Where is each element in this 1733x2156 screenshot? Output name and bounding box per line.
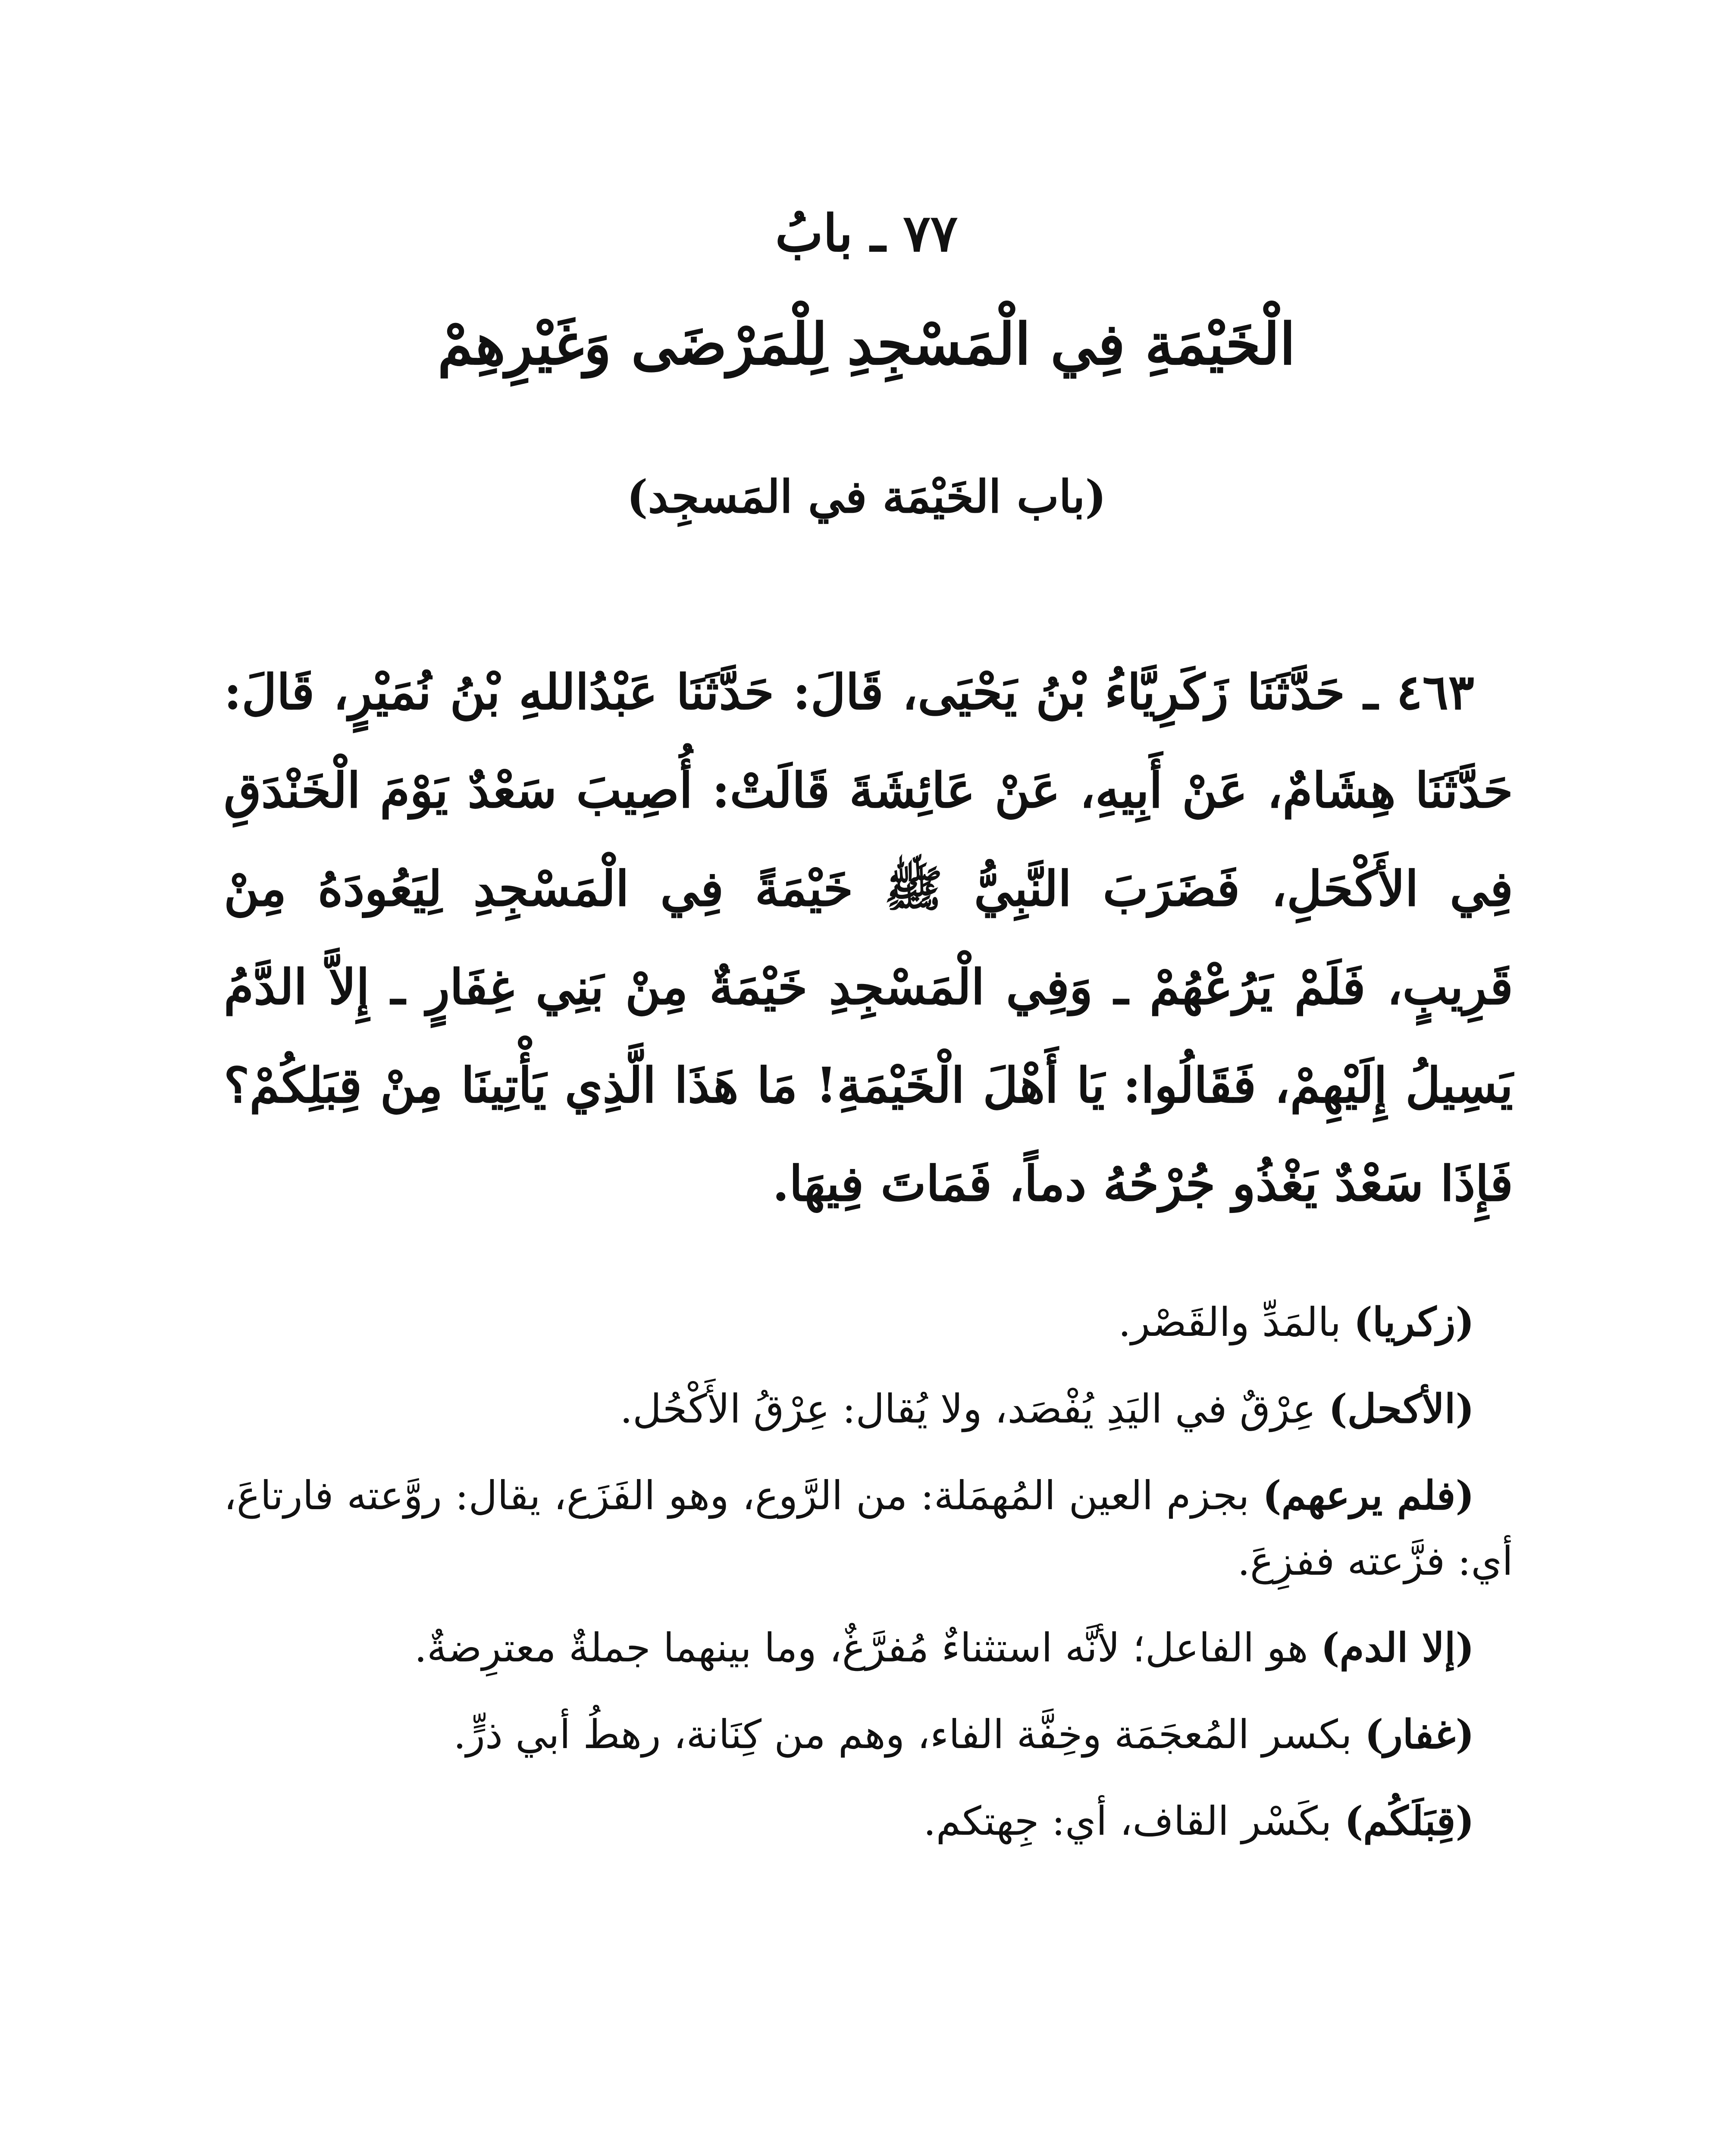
- note-text: هو الفاعل؛ لأنَّه استثناءٌ مُفرَّغٌ، وما بينهما جملةٌ معترِضةٌ.: [414, 1625, 1321, 1671]
- note-text: بجزم العين المُهمَلة: من الرَّوع، وهو الفَزَع، يقال: روَّعته فارتاعَ، أي: فزَّعته ففزِعَ.: [224, 1473, 1513, 1584]
- note-item: [224, 1376, 1513, 1442]
- note-text: بالمَدِّ والقَصْر.: [1118, 1299, 1354, 1345]
- chapter-number: ٧٧ ـ بابُ: [775, 203, 958, 263]
- note-item: [224, 1615, 1513, 1681]
- note-term: (زكريا): [1354, 1299, 1474, 1345]
- note-term: (غفار): [1364, 1711, 1474, 1758]
- chapter-title: الْخَيْمَةِ فِي الْمَسْجِدِ لِلْمَرْضَى وَغَيْرِهِمْ: [437, 311, 1296, 378]
- note-term: (إلا الدم): [1321, 1624, 1474, 1671]
- note-term: (الأكحل): [1329, 1385, 1474, 1432]
- explanatory-notes: [224, 1289, 1513, 1875]
- note-item: [224, 1463, 1513, 1594]
- note-text: بكَسْر القاف، أي: جِهتكم.: [923, 1798, 1344, 1844]
- note-item: [224, 1289, 1513, 1355]
- note-text: بكسر المُعجَمَة وخِفَّة الفاء، وهم من كِنَانة، رهطُ أبي ذرٍّ.: [453, 1711, 1365, 1758]
- hadith-text: ٤٦٣ ـ حَدَّثَنَا زَكَرِيَّاءُ بْنُ يَحْيَى، قَالَ: حَدَّثَنَا عَبْدُاللهِ بْنُ نُمَيْرٍ، قَالَ: حَدَّثَنَا هِشَامٌ، عَنْ أَبِيهِ، عَنْ عَائِشَةَ قَالَتْ: أُصِيبَ سَعْدٌ يَوْمَ الْخَنْدَقِ فِي الأَكْحَلِ، فَضَرَبَ النَّبِيُّ ﷺ خَيْمَةً فِي الْمَسْجِدِ لِيَعُودَهُ مِنْ قَرِيبٍ، فَلَمْ يَرُعْهُمْ ـ وَفِي الْمَسْجِدِ خَيْمَةٌ مِنْ بَنِي غِفَارٍ ـ إِلاَّ الدَّمُ يَسِيلُ إِلَيْهِمْ، فَقَالُوا: يَا أَهْلَ الْخَيْمَةِ! مَا هَذَا الَّذِي يَأْتِينَا مِنْ قِبَلِكُمْ؟ فَإِذَا سَعْدٌ يَغْذُو جُرْحُهُ دماً، فَمَاتَ فِيهَا.: [224, 664, 1514, 1212]
- chapter-subtitle: (باب الخَيْمَة في المَسجِد): [627, 470, 1106, 523]
- note-item: [224, 1702, 1513, 1767]
- note-term: (قِبَلَكُم): [1344, 1798, 1474, 1844]
- note-term: (فلم يرعهم): [1263, 1472, 1474, 1519]
- note-item: [224, 1788, 1513, 1854]
- note-text: عِرْقٌ في اليَدِ يُفْصَد، ولا يُقال: عِرْقُ الأَكْحُل.: [620, 1386, 1329, 1432]
